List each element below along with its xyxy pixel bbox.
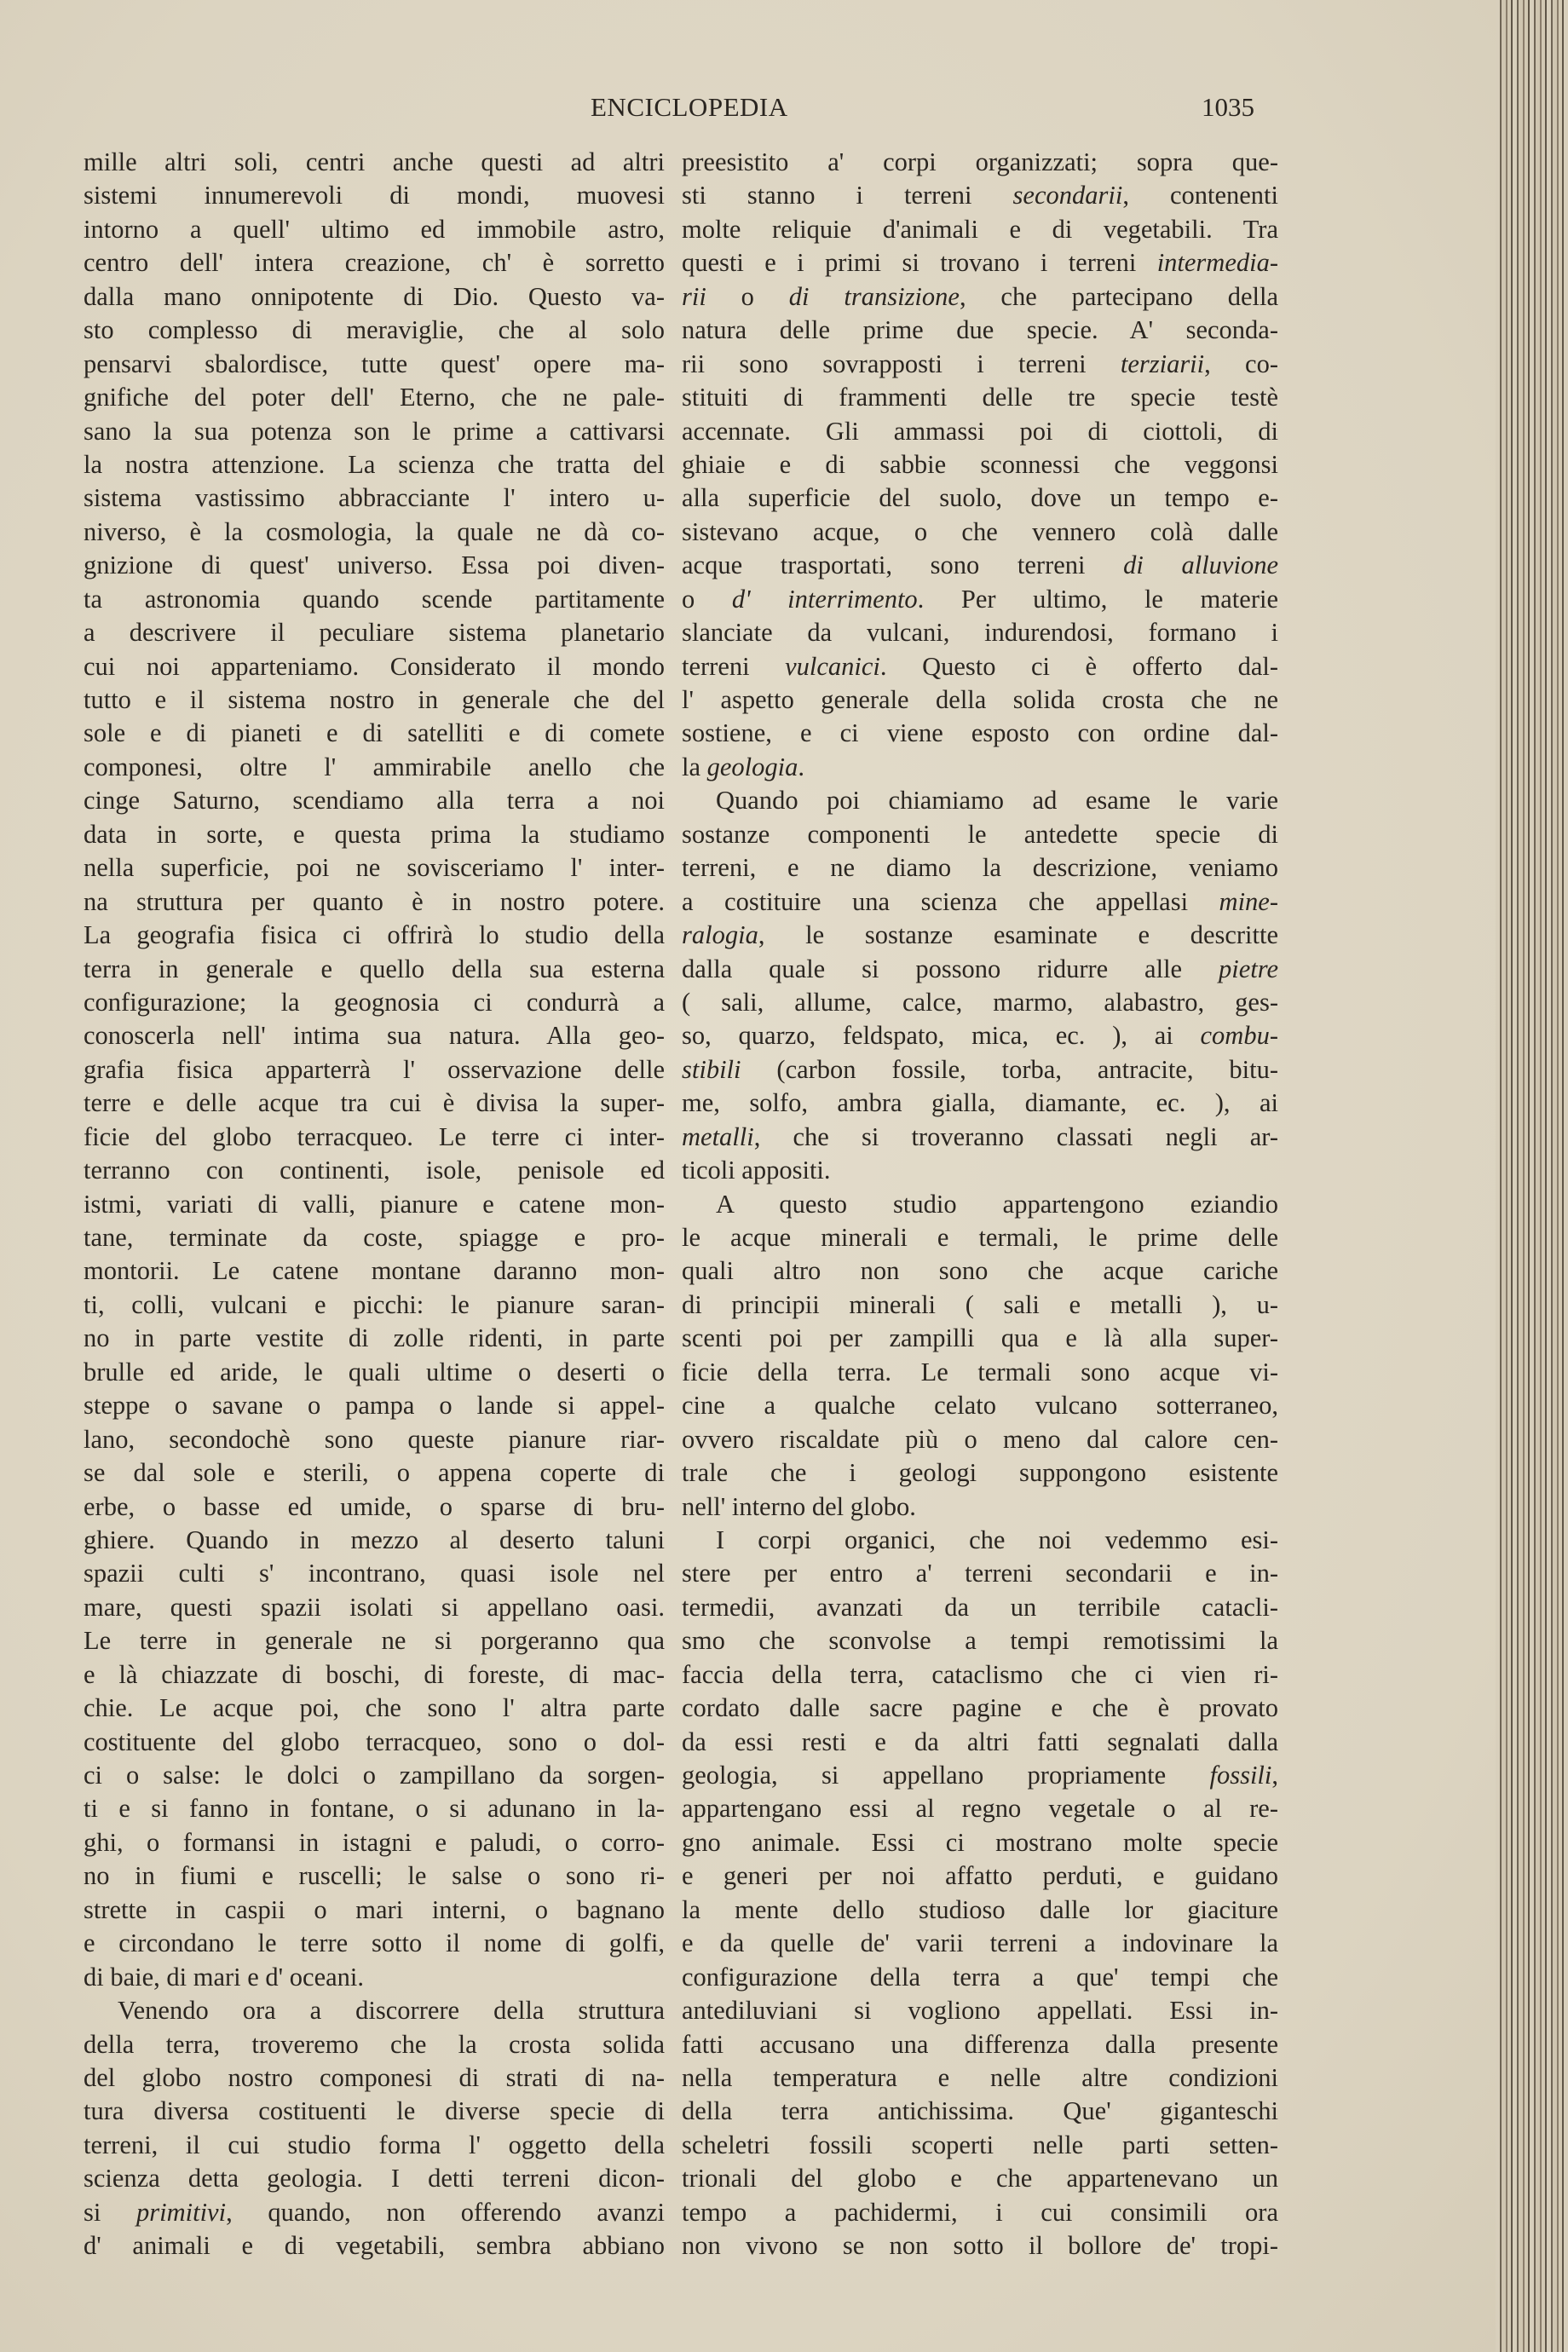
text-line bbox=[84, 1927, 665, 1960]
text-run: cinge Saturno, scendiamo alla terra a noi bbox=[84, 786, 665, 816]
text-run: slanciate da vulcani, indurendosi, formano i bbox=[682, 618, 1278, 648]
text-line bbox=[84, 885, 665, 919]
text-run: A questo studio appartengono eziandio bbox=[716, 1189, 1278, 1219]
text-line bbox=[84, 1692, 665, 1725]
text-line bbox=[682, 213, 1278, 246]
text-run: sistevano acque, o che vennero colà dalle bbox=[682, 516, 1278, 546]
text-line bbox=[682, 1456, 1278, 1490]
text-run: , quando, non offerendo avanzi bbox=[226, 2197, 666, 2227]
text-run: , contenenti bbox=[1122, 181, 1278, 210]
text-run: non vivono se non sotto il bollore de' tropi- bbox=[682, 2231, 1278, 2261]
text-line bbox=[84, 1356, 665, 1389]
text-line bbox=[84, 2196, 665, 2229]
text-run: ta astronomia quando scende partitamente bbox=[84, 584, 665, 614]
text-run: la mente dello studioso dalle lor giaciture bbox=[682, 1894, 1278, 1924]
page-number: 1035 bbox=[1202, 92, 1254, 122]
text-run: molte reliquie d'animali e di vegetabili. Tra bbox=[682, 214, 1278, 244]
text-run: terreni, il cui studio forma l' oggetto della bbox=[84, 2130, 665, 2159]
text-line bbox=[84, 2061, 665, 2095]
text-run: terre e delle acque tra cui è divisa la super- bbox=[84, 1088, 665, 1118]
text-line bbox=[84, 1624, 665, 1657]
text-run: Venendo ora a discorrere della struttura bbox=[118, 1996, 665, 2026]
text-run: mille altri soli, centri anche questi ad altri bbox=[84, 147, 665, 176]
text-run: centro dell' intera creazione, ch' è sorretto bbox=[84, 248, 665, 278]
italic-term: combu- bbox=[1200, 1021, 1278, 1051]
text-line bbox=[682, 146, 1278, 179]
text-line bbox=[682, 885, 1278, 919]
text-line bbox=[84, 448, 665, 481]
text-run: questi e i primi si trovano i terreni bbox=[682, 248, 1157, 278]
text-run: accennate. Gli ammassi poi di ciottoli, di bbox=[682, 416, 1278, 446]
text-run: sistemi innumerevoli di mondi, muovesi bbox=[84, 181, 665, 210]
italic-term: fossili bbox=[1209, 1761, 1272, 1790]
italic-term: ralogia bbox=[682, 920, 758, 950]
text-line bbox=[84, 851, 665, 885]
text-run: ci o salse: le dolci o zampillano da sorgen- bbox=[84, 1761, 665, 1790]
text-run: terranno con continenti, isole, penisole ed bbox=[84, 1156, 665, 1185]
text-run: natura delle prime due specie. A' seconda- bbox=[682, 315, 1278, 345]
text-line bbox=[682, 1121, 1278, 1154]
text-line bbox=[84, 1859, 665, 1893]
text-line bbox=[84, 751, 665, 784]
text-line bbox=[84, 818, 665, 851]
text-line bbox=[682, 1826, 1278, 1859]
text-line bbox=[84, 919, 665, 952]
text-run: scienza detta geologia. I detti terreni dicon- bbox=[84, 2164, 665, 2193]
text-line bbox=[682, 348, 1278, 381]
text-run: istmi, variati di valli, pianure e catene mon- bbox=[84, 1189, 665, 1219]
text-line bbox=[682, 1154, 1278, 1187]
text-run: ti, colli, vulcani e picchi: le pianure saran- bbox=[84, 1289, 665, 1319]
text-line bbox=[682, 2229, 1278, 2263]
text-run: del globo nostro componesi di strati di na- bbox=[84, 2062, 665, 2092]
text-run: della terra antichissima. Que' giganteschi bbox=[682, 2096, 1278, 2126]
italic-term: geologia bbox=[706, 752, 798, 781]
text-line bbox=[84, 1154, 665, 1187]
text-run: . bbox=[798, 752, 805, 781]
text-run: fatti accusano una differenza dalla presente bbox=[682, 2029, 1278, 2059]
right-text-column bbox=[682, 146, 1278, 2263]
text-run: terreni, e ne diamo la descrizione, veniamo bbox=[682, 853, 1278, 883]
text-line bbox=[682, 953, 1278, 986]
text-line bbox=[84, 314, 665, 347]
text-line bbox=[84, 1557, 665, 1590]
text-line bbox=[84, 1490, 665, 1524]
text-line bbox=[682, 1254, 1278, 1288]
text-run: quali altro non sono che acque cariche bbox=[682, 1256, 1278, 1286]
text-run: spazii culti s' incontrano, quasi isole nel bbox=[84, 1559, 665, 1588]
text-run: se dal sole e sterili, o appena coperte di bbox=[84, 1458, 665, 1488]
text-line bbox=[84, 616, 665, 649]
italic-term: d' interrimento bbox=[731, 584, 918, 614]
text-run: faccia della terra, cataclismo che ci vien ri- bbox=[682, 1659, 1278, 1689]
text-line bbox=[84, 583, 665, 616]
text-line bbox=[84, 1591, 665, 1624]
text-line bbox=[682, 818, 1278, 851]
text-line bbox=[84, 415, 665, 448]
text-run: nella temperatura e nelle altre condizioni bbox=[682, 2062, 1278, 2092]
text-run: ovvero riscaldate più o meno dal calore cen- bbox=[682, 1424, 1278, 1454]
text-line bbox=[84, 1322, 665, 1355]
text-run: della terra, troveremo che la crosta solida bbox=[84, 2029, 665, 2059]
text-line bbox=[84, 1961, 665, 1994]
text-line bbox=[682, 1322, 1278, 1355]
text-run: acque trasportati, sono terreni bbox=[682, 551, 1124, 580]
text-run: sole e di pianeti e di satelliti e di comete bbox=[84, 718, 665, 748]
text-run: trale che i geologi suppongono esistente bbox=[682, 1458, 1278, 1488]
text-line bbox=[682, 1692, 1278, 1725]
text-line bbox=[84, 381, 665, 414]
text-run: nella superficie, poi ne sovisceriamo l' inter- bbox=[84, 853, 665, 883]
text-run: , bbox=[1271, 1761, 1278, 1790]
text-run: , co- bbox=[1204, 349, 1278, 378]
text-run: conoscerla nell' intima sua natura. Alla geo- bbox=[84, 1021, 665, 1051]
text-line bbox=[682, 1087, 1278, 1120]
text-run: gnifiche del poter dell' Eterno, che ne pale- bbox=[84, 383, 665, 412]
text-run: da essi resti e da altri fatti segnalati dalla bbox=[682, 1727, 1278, 1756]
text-line bbox=[84, 784, 665, 817]
text-line bbox=[682, 1288, 1278, 1322]
page-header bbox=[0, 92, 1329, 130]
text-run: alla superficie del suolo, dove un tempo e- bbox=[682, 483, 1278, 513]
text-run: sostiene, e ci viene esposto con ordine dal- bbox=[682, 718, 1278, 748]
text-line bbox=[682, 381, 1278, 414]
text-line bbox=[682, 179, 1278, 212]
text-line bbox=[682, 1188, 1278, 1221]
text-run: sti stanno i terreni bbox=[682, 181, 1013, 210]
text-run: gno animale. Essi ci mostrano molte specie bbox=[682, 1827, 1278, 1857]
text-run: cui noi apparteniamo. Considerato il mondo bbox=[84, 651, 665, 681]
text-run: sistema vastissimo abbracciante l' intero u- bbox=[84, 483, 665, 513]
text-line bbox=[84, 1759, 665, 1792]
text-line bbox=[682, 448, 1278, 481]
text-run: componesi, oltre l' ammirabile anello che bbox=[84, 752, 665, 781]
text-line bbox=[682, 986, 1278, 1019]
text-line bbox=[84, 2095, 665, 2128]
text-line bbox=[682, 1759, 1278, 1792]
text-run: so, quarzo, feldspato, mica, ec. ), ai bbox=[682, 1021, 1201, 1051]
text-line bbox=[682, 1490, 1278, 1524]
text-line bbox=[682, 1859, 1278, 1893]
text-run: dalla mano onnipotente di Dio. Questo va- bbox=[84, 281, 665, 311]
text-line bbox=[84, 1221, 665, 1254]
text-line bbox=[682, 2129, 1278, 2162]
text-run: a costituire una scienza che appellasi bbox=[682, 886, 1219, 916]
text-run: ficie del globo terracqueo. Le terre ci inter- bbox=[84, 1121, 665, 1151]
text-run: termedii, avanzati da un terribile catacli- bbox=[682, 1592, 1278, 1622]
text-line bbox=[84, 683, 665, 717]
italic-term: secondarii bbox=[1012, 181, 1123, 210]
text-run: tura diversa costituenti le diverse specie di bbox=[84, 2096, 665, 2126]
text-line bbox=[84, 1121, 665, 1154]
text-run: stituiti di frammenti delle tre specie testè bbox=[682, 383, 1278, 412]
text-line bbox=[84, 717, 665, 750]
text-run: terra in generale e quello della sua esterna bbox=[84, 954, 665, 983]
text-run: intorno a quell' ultimo ed immobile astro, bbox=[84, 214, 665, 244]
text-run: sano la sua potenza son le prime a cattivarsi bbox=[84, 416, 665, 446]
text-run: la nostra attenzione. La scienza che tratta del bbox=[84, 449, 665, 479]
text-line bbox=[682, 717, 1278, 750]
text-line bbox=[682, 415, 1278, 448]
text-run: cine a qualche celato vulcano sotterraneo, bbox=[682, 1391, 1278, 1421]
text-run: ticoli appositi. bbox=[682, 1156, 831, 1185]
text-run: stere per entro a' terreni secondarii e in- bbox=[682, 1559, 1278, 1588]
text-run: costituente del globo terracqueo, sono o dol- bbox=[84, 1727, 665, 1756]
text-run: ficie della terra. Le termali sono acque vi- bbox=[682, 1357, 1278, 1386]
text-run: , le sostanze esaminate e descritte bbox=[758, 920, 1278, 950]
text-run: rii sono sovrapposti i terreni bbox=[682, 349, 1121, 378]
text-run: cordato dalle sacre pagine e che è provato bbox=[682, 1693, 1278, 1723]
text-line bbox=[682, 2028, 1278, 2061]
text-line bbox=[84, 1792, 665, 1825]
text-run: tane, terminate da coste, spiagge e pro- bbox=[84, 1223, 665, 1252]
text-run: , che partecipano della bbox=[959, 281, 1278, 311]
text-run: smo che sconvolse a tempi remotissimi la bbox=[682, 1626, 1278, 1656]
text-run: ti e si fanno in fontane, o si adunano in la- bbox=[84, 1794, 665, 1824]
text-run: di baie, di mari e d' oceani. bbox=[84, 1962, 365, 1992]
text-line bbox=[682, 314, 1278, 347]
text-line bbox=[84, 2229, 665, 2263]
text-line bbox=[84, 2129, 665, 2162]
text-line bbox=[682, 784, 1278, 817]
text-line bbox=[682, 1726, 1278, 1759]
italic-term: terziarii bbox=[1120, 349, 1205, 378]
text-run: chie. Le acque poi, che sono l' altra parte bbox=[84, 1693, 665, 1723]
text-line bbox=[84, 348, 665, 381]
text-line bbox=[682, 650, 1278, 683]
text-run: strette in caspii o mari interni, o bagnano bbox=[84, 1894, 665, 1924]
text-run: configurazione della terra a que' tempi che bbox=[682, 1962, 1278, 1992]
text-line bbox=[84, 1894, 665, 1927]
text-line bbox=[682, 1961, 1278, 1994]
text-line bbox=[84, 1389, 665, 1422]
text-line bbox=[682, 851, 1278, 885]
text-run: o bbox=[682, 584, 732, 614]
text-run: nell' interno del globo. bbox=[682, 1491, 916, 1521]
text-run: a descrivere il peculiare sistema planetario bbox=[84, 618, 665, 648]
text-line bbox=[84, 1254, 665, 1288]
text-line bbox=[84, 1826, 665, 1859]
text-line bbox=[84, 1423, 665, 1456]
italic-term: pietre bbox=[1218, 954, 1278, 983]
book-page-edges bbox=[1496, 0, 1568, 2352]
text-run: e circondano le terre sotto il nome di golfi, bbox=[84, 1928, 665, 1958]
text-line bbox=[84, 650, 665, 683]
text-line bbox=[682, 2196, 1278, 2229]
text-line bbox=[84, 986, 665, 1019]
text-line bbox=[84, 2162, 665, 2195]
text-run: e da quelle de' varii terreni a indovinare la bbox=[682, 1928, 1278, 1958]
text-run: no in fiumi e ruscelli; le salse o sono ri- bbox=[84, 1861, 665, 1891]
text-line bbox=[84, 1188, 665, 1221]
text-line bbox=[84, 481, 665, 515]
text-line bbox=[682, 2162, 1278, 2195]
text-line bbox=[84, 2028, 665, 2061]
text-run: grafia fisica apparterrà l' osservazione delle bbox=[84, 1054, 665, 1084]
text-run: ghiere. Quando in mezzo al deserto taluni bbox=[84, 1525, 665, 1554]
text-line bbox=[682, 280, 1278, 314]
text-run: Quando poi chiamiamo ad esame le varie bbox=[716, 786, 1278, 816]
text-run: e là chiazzate di boschi, di foreste, di mac- bbox=[84, 1659, 665, 1689]
italic-term: primitivi bbox=[136, 2197, 227, 2227]
text-line bbox=[84, 1524, 665, 1557]
text-run: scheletri fossili scoperti nelle parti setten- bbox=[682, 2130, 1278, 2159]
text-run: steppe o savane o pampa o lande si appel- bbox=[84, 1391, 665, 1421]
text-run: antediluviani si vogliono appellati. Essi in- bbox=[682, 1996, 1278, 2026]
text-run: si bbox=[84, 2197, 136, 2227]
italic-term: metalli bbox=[682, 1121, 754, 1151]
italic-term: mine- bbox=[1219, 886, 1278, 916]
text-run: di principii minerali ( sali e metalli ), u- bbox=[682, 1289, 1278, 1319]
text-line bbox=[84, 1019, 665, 1052]
text-line bbox=[682, 1792, 1278, 1825]
text-line bbox=[84, 1726, 665, 1759]
italic-term: di transizione bbox=[788, 281, 960, 311]
text-run: configurazione; la geognosia ci condurrà a bbox=[84, 987, 665, 1017]
text-line bbox=[682, 919, 1278, 952]
text-run: niverso, è la cosmologia, la quale ne dà co- bbox=[84, 516, 665, 546]
text-run: erbe, o basse ed umide, o sparse di bru- bbox=[84, 1491, 665, 1521]
text-run: no in parte vestite di zolle ridenti, in parte bbox=[84, 1323, 665, 1353]
text-line bbox=[682, 683, 1278, 717]
text-run: brulle ed aride, le quali ultime o deserti o bbox=[84, 1357, 665, 1386]
text-line bbox=[84, 146, 665, 179]
text-line bbox=[84, 1053, 665, 1087]
text-line bbox=[682, 1019, 1278, 1052]
text-run: d' animali e di vegetabili, sembra abbiano bbox=[84, 2231, 665, 2261]
text-line bbox=[84, 1456, 665, 1490]
text-run: I corpi organici, che noi vedemmo esi- bbox=[716, 1525, 1278, 1554]
text-run: le acque minerali e termali, le prime delle bbox=[682, 1223, 1278, 1252]
text-run: preesistito a' corpi organizzati; sopra que- bbox=[682, 147, 1278, 176]
text-line bbox=[682, 516, 1278, 549]
text-line bbox=[84, 1288, 665, 1322]
italic-term: rii bbox=[682, 281, 706, 311]
text-line bbox=[682, 1894, 1278, 1927]
text-line bbox=[682, 751, 1278, 784]
text-run: lano, secondochè sono queste pianure riar- bbox=[84, 1424, 665, 1454]
text-run: montorii. Le catene montane daranno mon- bbox=[84, 1256, 665, 1286]
text-run: sto complesso di meraviglie, che al solo bbox=[84, 315, 665, 345]
text-line bbox=[682, 1658, 1278, 1692]
text-line bbox=[682, 246, 1278, 280]
text-run: La geografia fisica ci offrirà lo studio della bbox=[84, 920, 665, 950]
text-run: mare, questi spazii isolati si appellano oasi. bbox=[84, 1592, 665, 1622]
text-line bbox=[84, 1658, 665, 1692]
text-run: appartengano essi al regno vegetale o al re- bbox=[682, 1794, 1278, 1824]
text-line bbox=[84, 953, 665, 986]
text-run: na struttura per quanto è in nostro potere. bbox=[84, 886, 665, 916]
italic-term: stibili bbox=[682, 1054, 741, 1084]
text-line bbox=[682, 1927, 1278, 1960]
text-run: Le terre in generale ne si porgeranno qua bbox=[84, 1626, 665, 1656]
text-run: geologia, si appellano propriamente bbox=[682, 1761, 1210, 1790]
text-run: pensarvi sbalordisce, tutte quest' opere ma- bbox=[84, 349, 665, 378]
text-line bbox=[84, 213, 665, 246]
text-line bbox=[682, 1053, 1278, 1087]
text-run: me, solfo, ambra gialla, diamante, ec. ), ai bbox=[682, 1088, 1278, 1118]
text-line bbox=[682, 2095, 1278, 2128]
text-line bbox=[682, 1557, 1278, 1590]
text-line bbox=[682, 1389, 1278, 1422]
text-run: scenti poi per zampilli qua e là alla super- bbox=[682, 1323, 1278, 1353]
text-run: tutto e il sistema nostro in generale che del bbox=[84, 685, 665, 714]
text-line bbox=[84, 280, 665, 314]
text-line bbox=[682, 549, 1278, 582]
text-run: la bbox=[682, 752, 707, 781]
text-run: ( sali, allume, calce, marmo, alabastro, ges- bbox=[682, 987, 1278, 1017]
text-line bbox=[682, 1994, 1278, 2027]
italic-term: vulcanici bbox=[785, 651, 880, 681]
text-line bbox=[682, 1423, 1278, 1456]
text-run: terreni bbox=[682, 651, 786, 681]
text-run: sostanze componenti le antedette specie di bbox=[682, 819, 1278, 849]
text-line bbox=[682, 1591, 1278, 1624]
left-text-column bbox=[84, 146, 665, 2263]
text-line bbox=[84, 1087, 665, 1120]
text-run: , che si troveranno classati negli ar- bbox=[753, 1121, 1278, 1151]
text-run: dalla quale si possono ridurre alle bbox=[682, 954, 1219, 983]
text-line bbox=[682, 1221, 1278, 1254]
text-run: o bbox=[706, 281, 789, 311]
text-line bbox=[682, 481, 1278, 515]
text-line bbox=[84, 549, 665, 582]
text-line bbox=[84, 516, 665, 549]
text-run: tempo a pachidermi, i cui consimili ora bbox=[682, 2197, 1278, 2227]
text-line bbox=[84, 179, 665, 212]
text-line bbox=[682, 583, 1278, 616]
text-run: data in sorte, e questa prima la studiamo bbox=[84, 819, 665, 849]
text-run: (carbon fossile, torba, antracite, bitu- bbox=[741, 1054, 1278, 1084]
text-run: gnizione di quest' universo. Essa poi diven- bbox=[84, 551, 665, 580]
running-title: ENCICLOPEDIA bbox=[591, 92, 788, 122]
text-line bbox=[682, 1524, 1278, 1557]
text-line bbox=[682, 1624, 1278, 1657]
text-run: ghi, o formansi in istagni e paludi, o corro- bbox=[84, 1827, 665, 1857]
text-line bbox=[84, 1994, 665, 2027]
text-run: trionali del globo e che appartenevano un bbox=[682, 2164, 1278, 2193]
italic-term: intermedia- bbox=[1156, 248, 1278, 278]
text-run: . Per ultimo, le materie bbox=[917, 584, 1278, 614]
italic-term: di alluvione bbox=[1123, 551, 1278, 580]
text-line bbox=[84, 246, 665, 280]
text-run: . Questo ci è offerto dal- bbox=[879, 651, 1278, 681]
text-run: e generi per noi affatto perduti, e guidano bbox=[682, 1861, 1278, 1891]
text-line bbox=[682, 1356, 1278, 1389]
text-line bbox=[682, 616, 1278, 649]
text-run: l' aspetto generale della solida crosta che ne bbox=[682, 685, 1278, 714]
text-run: ghiaie e di sabbie sconnessi che veggonsi bbox=[682, 449, 1278, 479]
text-line bbox=[682, 2061, 1278, 2095]
